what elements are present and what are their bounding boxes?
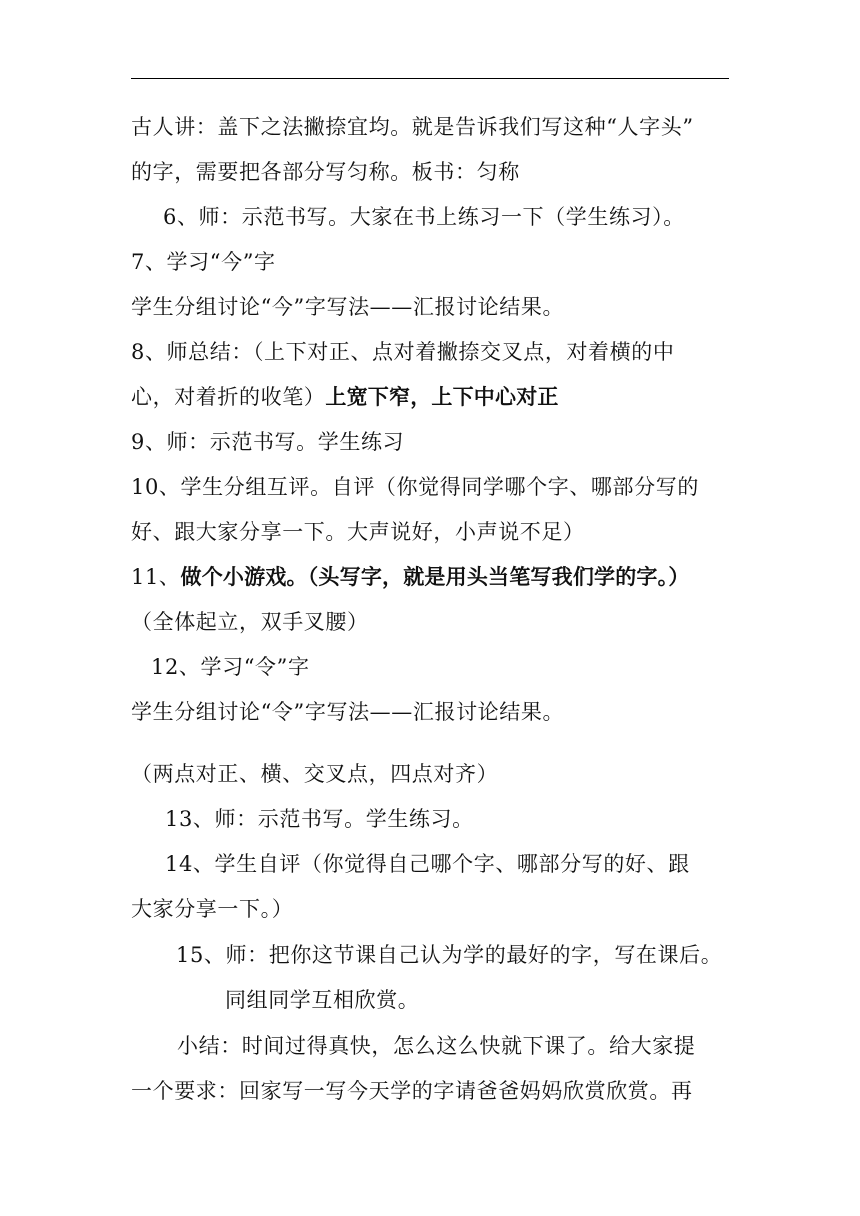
text-line <box>131 760 741 788</box>
text-line <box>225 986 835 1014</box>
text-segment: 13、师：示范书写。学生练习。 <box>165 807 474 831</box>
text-segment: 8、师总结：（上下对正、点对着撇捺交叉点，对着横的中 <box>131 340 675 364</box>
text-line <box>131 1077 741 1105</box>
text-line <box>131 698 741 726</box>
text-line <box>131 518 741 546</box>
text-segment: 14、学生自评（你觉得自己哪个字、哪部分写的好、跟 <box>165 852 690 876</box>
text-segment: 古人讲：盖下之法撇捺宜均。就是告诉我们写这种“人字头” <box>131 115 694 139</box>
text-segment: 的字，需要把各部分写匀称。板书：匀称 <box>131 160 520 184</box>
bold-text-segment: 做个小游戏。（头写字，就是用头当笔写我们学的字。） <box>180 565 690 589</box>
text-segment: 同组同学互相欣赏。 <box>225 988 420 1012</box>
text-line <box>131 113 741 141</box>
text-line <box>131 383 741 411</box>
text-line <box>177 1032 742 1060</box>
text-segment: 11、 <box>131 565 181 589</box>
text-segment: 好、跟大家分享一下。大声说好，小声说不足） <box>131 520 585 544</box>
bold-text-segment: 上宽下窄，上下中心对正 <box>325 385 559 409</box>
text-line <box>131 473 741 501</box>
text-line <box>131 293 741 321</box>
text-line <box>165 805 775 833</box>
text-segment: 6、师：示范书写。大家在书上练习一下（学生练习）。 <box>163 205 685 229</box>
text-line <box>151 653 761 681</box>
text-segment: （全体起立，双手叉腰） <box>131 610 369 634</box>
text-segment: 小结：时间过得真快，怎么这么快就下课了。给大家提 <box>177 1034 696 1058</box>
text-line <box>165 850 775 878</box>
text-segment: 一个要求：回家写一写今天学的字请爸爸妈妈欣赏欣赏。再 <box>131 1079 693 1103</box>
text-segment: 7、学习“今”字 <box>131 250 276 274</box>
text-segment: 10、学生分组互评。自评（你觉得同学哪个字、哪部分写的 <box>131 475 699 499</box>
text-line <box>131 563 741 591</box>
text-segment: （两点对正、横、交叉点，四点对齐） <box>131 762 499 786</box>
text-line <box>131 428 741 456</box>
text-segment: 12、学习“令”字 <box>151 655 310 679</box>
text-segment: 学生分组讨论“令”字写法——汇报讨论结果。 <box>131 700 565 724</box>
text-line <box>131 608 741 636</box>
text-line <box>163 203 773 231</box>
text-segment: 大家分享一下。） <box>131 897 294 921</box>
header-rule <box>131 78 729 79</box>
text-segment: 心，对着折的收笔） <box>131 385 326 409</box>
text-line <box>176 941 741 969</box>
text-segment: 学生分组讨论“今”字写法——汇报讨论结果。 <box>131 295 565 319</box>
text-line <box>131 158 741 186</box>
text-line <box>131 248 741 276</box>
text-line <box>131 895 741 923</box>
text-segment: 15、师：把你这节课自己认为学的最好的字，写在课后。 <box>176 943 723 967</box>
text-segment: 9、师：示范书写。学生练习 <box>131 430 405 454</box>
text-line <box>131 338 741 366</box>
